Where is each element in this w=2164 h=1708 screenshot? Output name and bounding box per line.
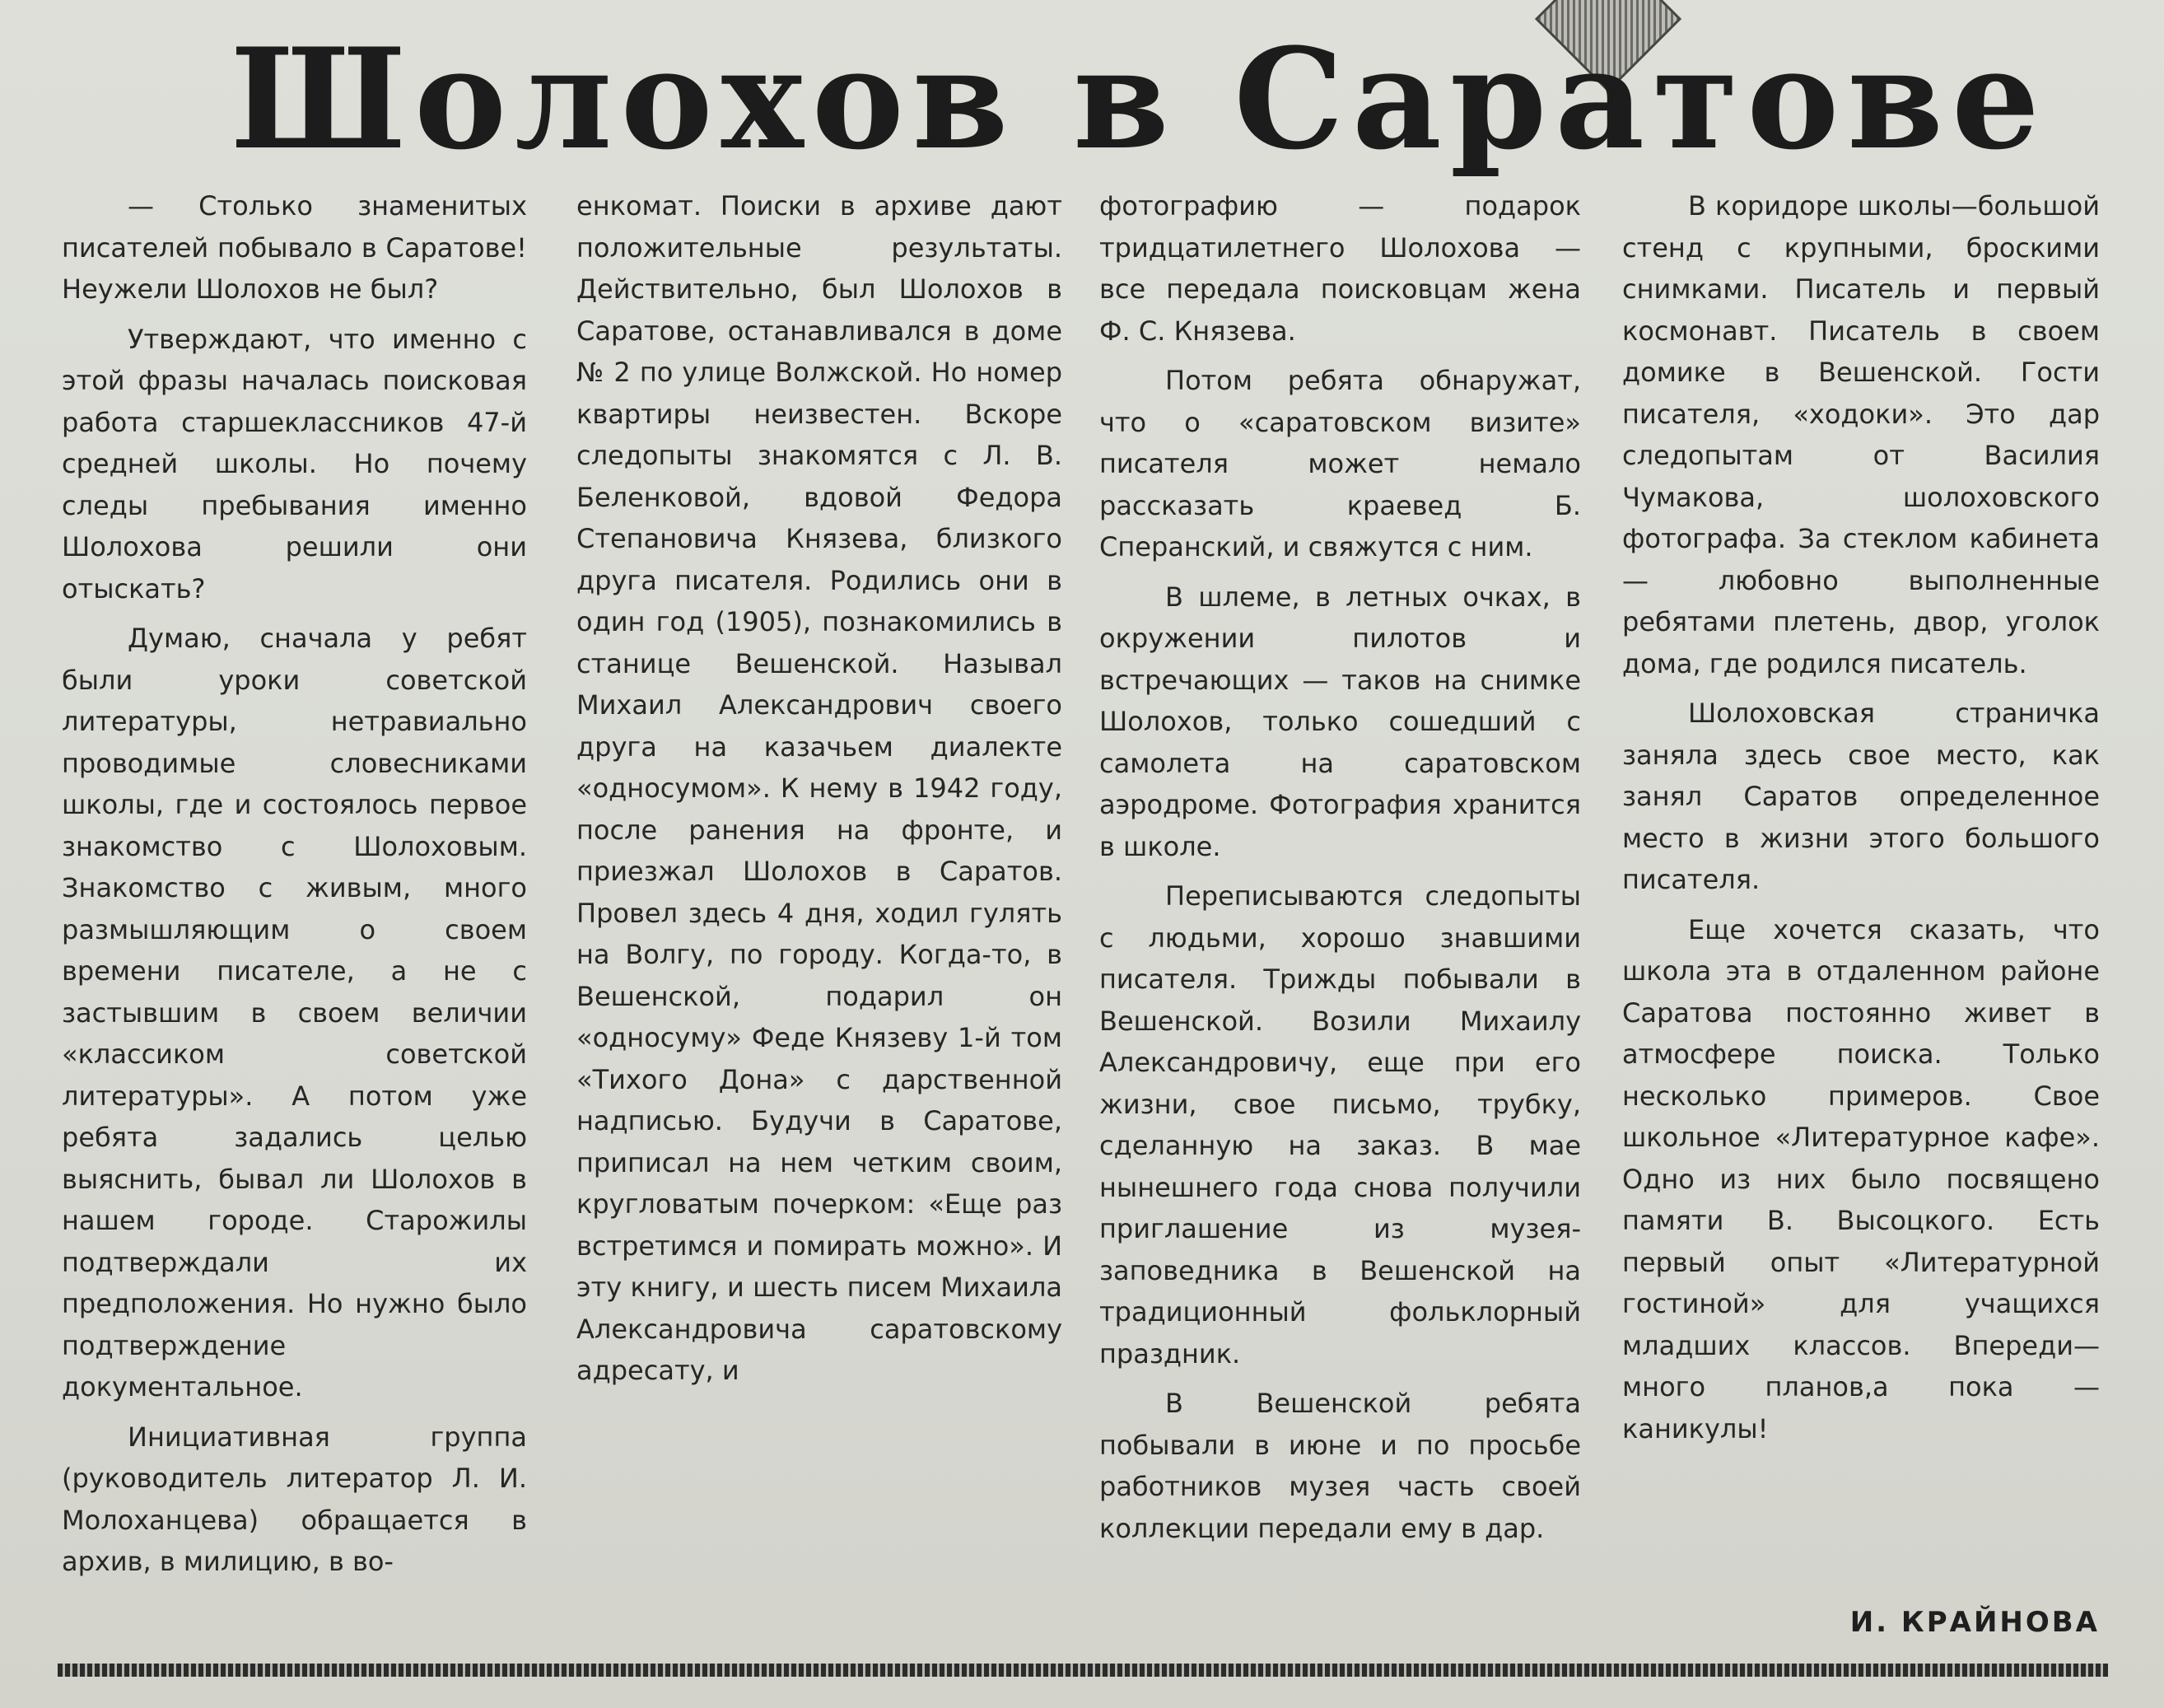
article-headline: Шолохов в Саратове (231, 17, 2048, 180)
author-signature: И. КРАЙНОВА (1849, 1606, 2100, 1639)
paragraph: Еще хочется сказать, что школа эта в отдаленном районе Саратова постоянно живет в атмосфере поиска. Только несколько примеров. Свое школьное «Литературное кафе». Одно из них было посвящено памяти В. Высоцкого. Есть первый опыт «Литературной гостиной» для учащихся младших классов. Впереди— много планов,а пока — каникулы! (1622, 913, 2100, 1444)
paragraph: Шолоховская страничка заняла здесь свое место, как занял Саратов определенное место в жизни этого большого писателя. (1622, 698, 2100, 895)
article-column-4 (1622, 185, 2100, 1643)
paragraph: В шлеме, в летных очках, в окружении пилотов и встречающих — таков на снимке Шолохов, только сошедший с самолета на саратовском аэродроме. Фотография хранится в школе. (1099, 581, 1581, 862)
bottom-rule-divider (58, 1664, 2108, 1677)
paragraph: Утверждают, что именно с этой фразы началась поисковая работа старшеклассников 47-й средней школы. Но почему следы пребывания именно Шолохова решили они отыскать? (62, 323, 527, 604)
paragraph: Инициативная группа (руководитель литератор Л. И. Молоханцева) обращается в архив, в милицию, в во- (62, 1421, 527, 1577)
paragraph: — Столько знаменитых писателей побывало в Саратове! Неужели Шолохов не был? (62, 190, 527, 305)
article-column-1 (62, 185, 527, 1643)
paragraph: В Вешенской ребята побывали в июне и по просьбе работников музея часть своей коллекции передали ему в дар. (1099, 1388, 1581, 1544)
article-column-2 (576, 185, 1062, 1643)
paragraph: Думаю, сначала у ребят были уроки советской литературы, нетравиально проводимые словесниками школы, где и состоялось первое знакомство с Шолоховым. Знакомство с живым, много размышляющим о своем времени писателе, а не с застывшим в своем величии «классиком советской литературы». А потом уже ребята задались целью выяснить, бывал ли Шолохов в нашем городе. Старожилы подтверждали их предположения. Но нужно было подтверждение документальное. (62, 623, 527, 1402)
paragraph: енкомат. Поиски в архиве дают положительные результаты. Действительно, был Шолохов в Саратове, останавливался в доме № 2 по улице Волжской. Но номер квартиры неизвестен. Вскоре следопыты знакомятся с Л. В. Беленковой, вдовой Федора Степановича Князева, близкого друга писателя. Родились они в один год (1905), познакомились в станице Вешенской. Называл Михаил Александрович своего друга на казачьем диалекте «односумом». К нему в 1942 году, после ранения на фронте, и приезжал Шолохов в Саратов. Провел здесь 4 дня, ходил гулять на Волгу, по городу. Когда-то, в Вешенской, подарил он «односуму» Феде Князеву 1-й том «Тихого Дона» с дарственной надписью. Будучи в Саратове, приписал на нем четким своим, кругловатым почерком: «Еще раз встретимся и помирать можно». И эту книгу, и шесть писем Михаила Александровича саратовскому адресату, и (576, 190, 1062, 1386)
paragraph: В коридоре школы—большой стенд с крупными, броскими снимками. Писатель и первый космонавт. Писатель в своем домике в Вешенской. Гости писателя, «ходоки». Это дар следопытам от Василия Чумакова, шолоховского фотографа. За стеклом кабинета — любовно выполненные ребятами плетень, двор, уголок дома, где родился писатель. (1622, 190, 2100, 679)
paragraph: Переписываются следопыты с людьми, хорошо знавшими писателя. Трижды побывали в Вешенской. Возили Михаилу Александровичу, еще при его жизни, свое письмо, трубку, сделанную на заказ. В мае нынешнего года снова получили приглашение из музея-заповедника в Вешенской на традиционный фольклорный праздник. (1099, 880, 1581, 1370)
article-column-3 (1099, 185, 1581, 1643)
paragraph: фотографию — подарок тридцатилетнего Шолохова — все передала поисковцам жена Ф. С. Князева. (1099, 190, 1581, 347)
paragraph: Потом ребята обнаружат, что о «саратовском визите» писателя может немало рассказать краевед Б. Сперанский, и свяжутся с ним. (1099, 365, 1581, 562)
